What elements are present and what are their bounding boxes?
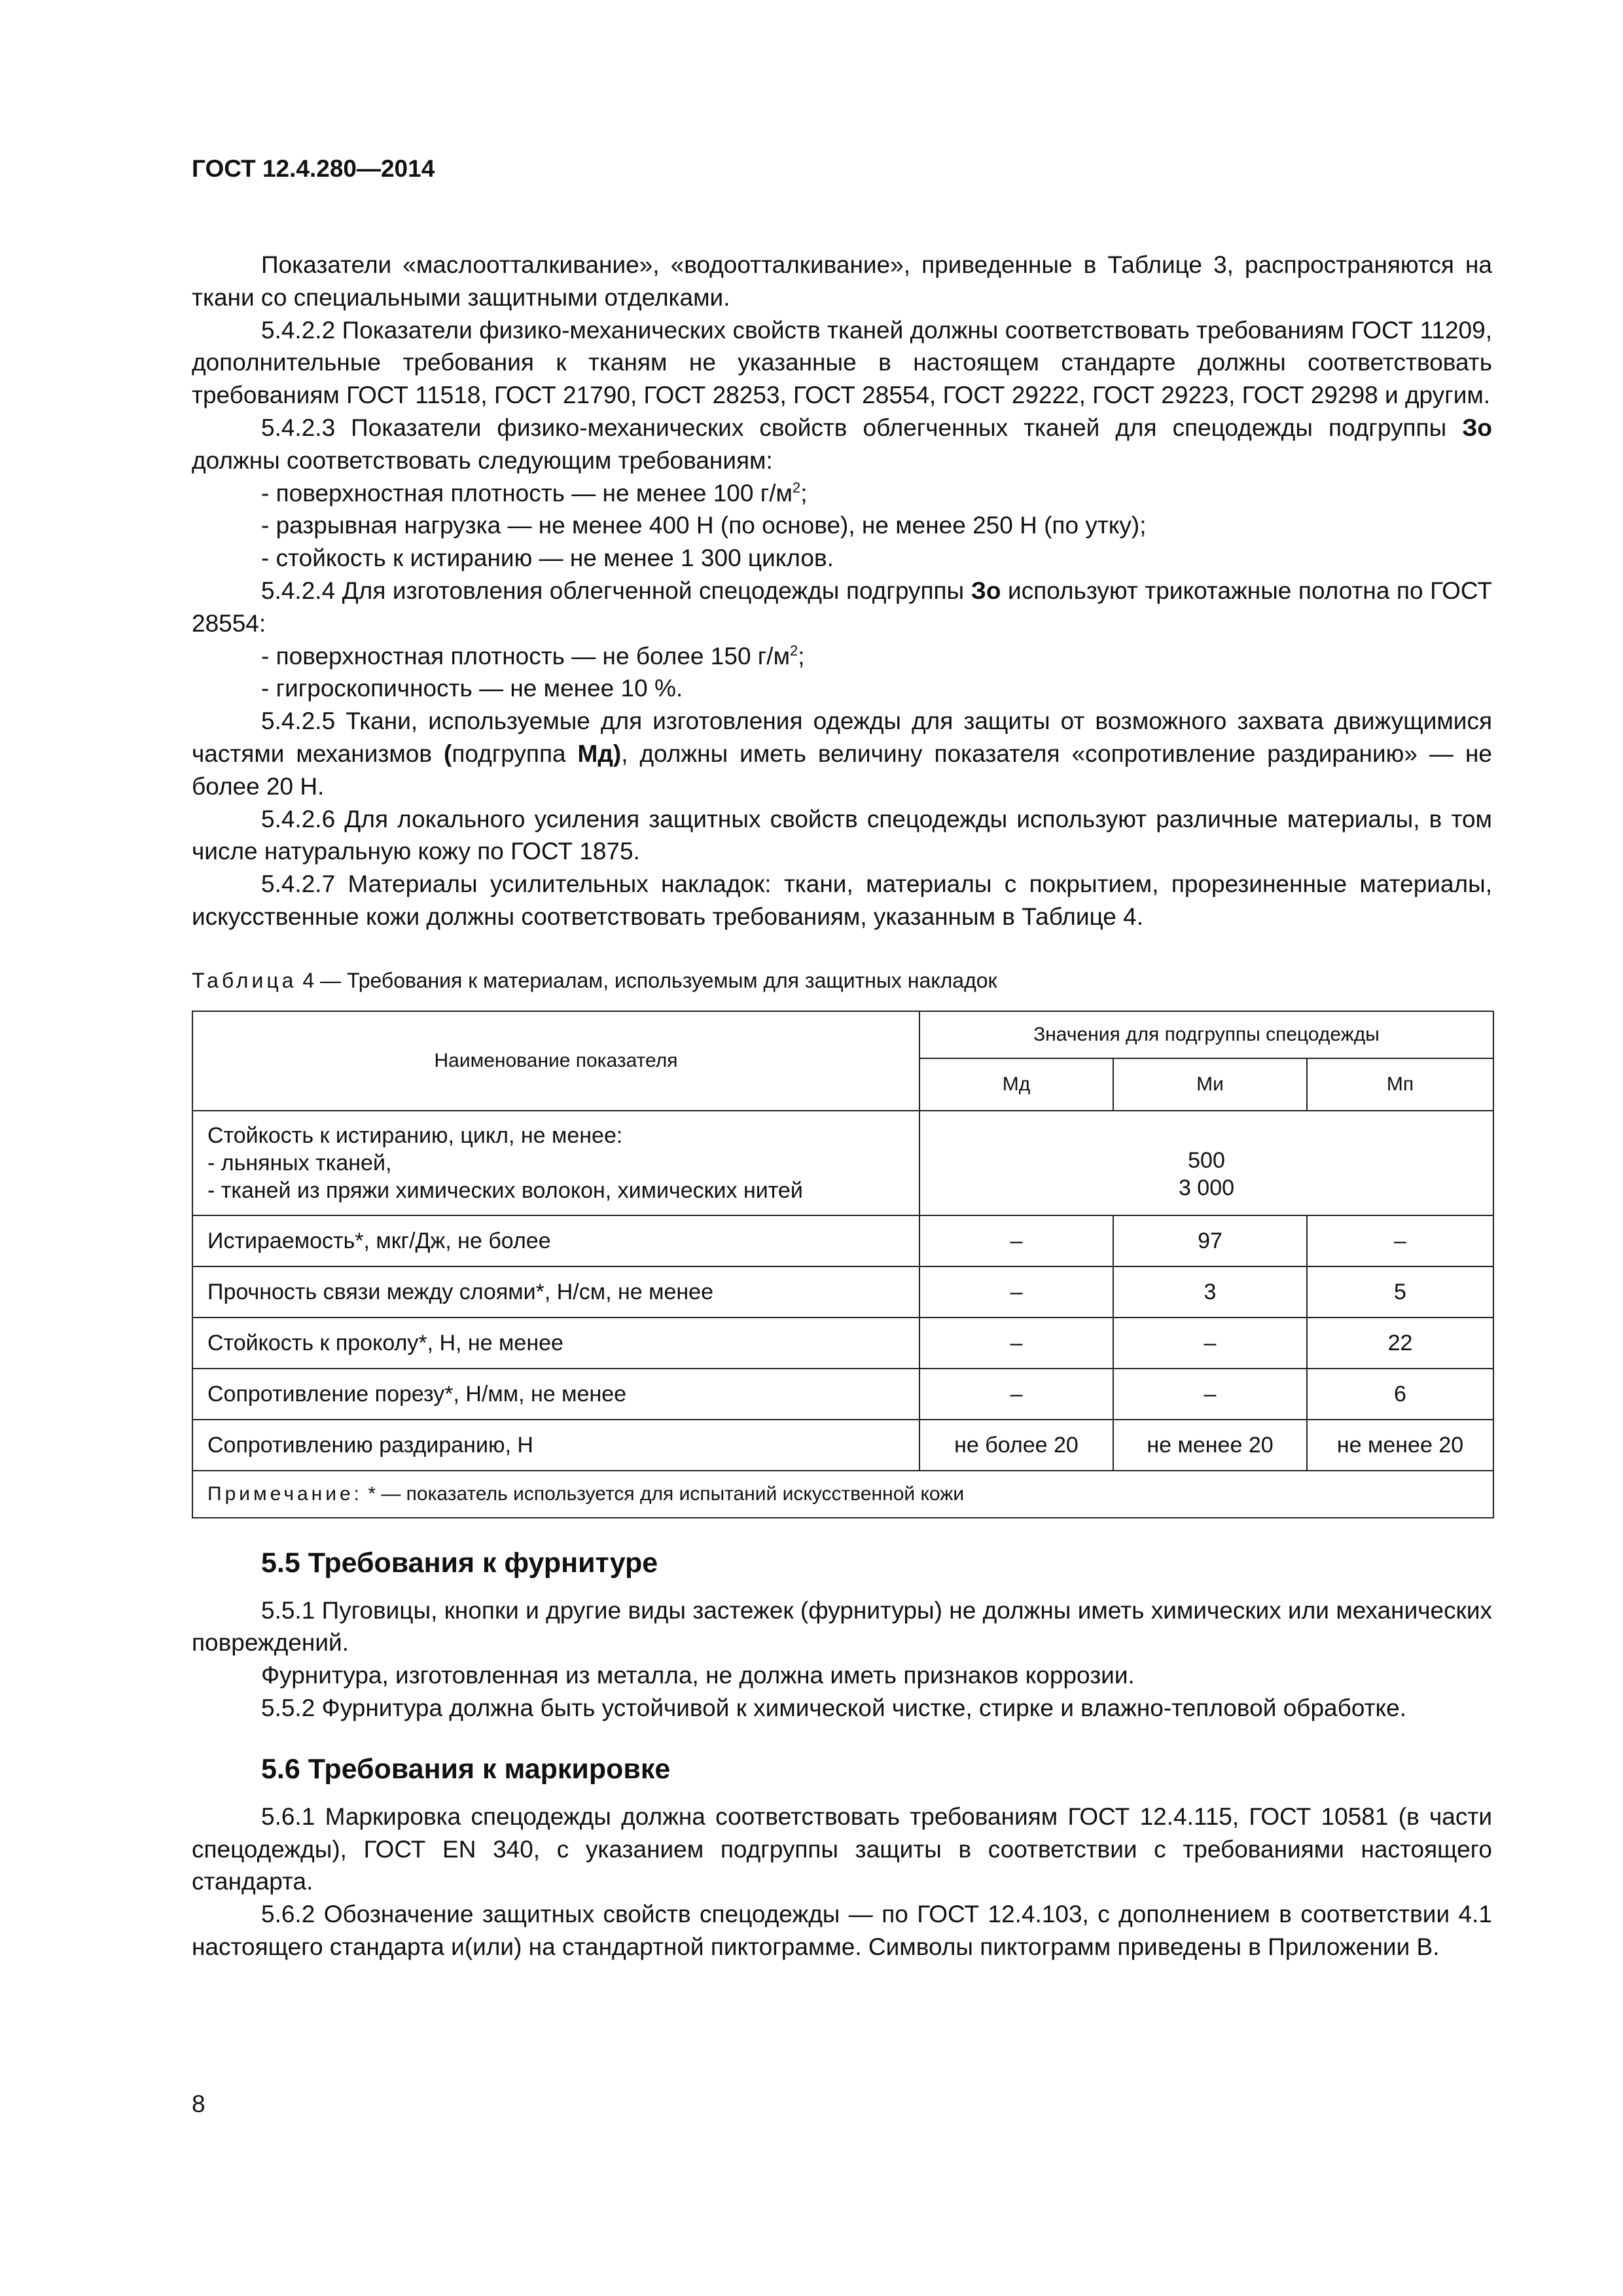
row-name: Истираемость*, мкг/Дж, не более bbox=[192, 1215, 919, 1266]
requirement-item: - разрывная нагрузка — не менее 400 Н (по основе), не менее 250 Н (по утку); bbox=[261, 512, 1147, 539]
table-row bbox=[192, 1111, 1493, 1215]
text: ; bbox=[798, 642, 805, 670]
paragraph-5-4-2-5 bbox=[192, 705, 1492, 802]
paragraph-5-4-2-2: 5.4.2.2 Показатели физико-механических свойств тканей должны соответствовать требованиям ГОСТ 11209, дополнительные требования к тканям не указанные в настоящем стандарте должны соответствовать требованиям ГОСТ 11518, ГОСТ 21790, ГОСТ 28253, ГОСТ 28554, ГОСТ 29222, ГОСТ 29223, ГОСТ 29298 и другим. bbox=[192, 316, 1492, 409]
table-row bbox=[192, 1318, 1493, 1369]
header-subgroup-mp: Мп bbox=[1307, 1058, 1493, 1111]
row-line: - тканей из пряжи химических волокон, химических нитей bbox=[207, 1177, 803, 1203]
requirement-item bbox=[192, 477, 1492, 510]
cell-mi: 97 bbox=[1113, 1215, 1307, 1266]
page-number: 8 bbox=[192, 2090, 205, 2117]
cell-mp: не менее 20 bbox=[1307, 1420, 1493, 1471]
text: должны соответствовать следующим требованиям: bbox=[192, 446, 773, 474]
cell-mi: – bbox=[1113, 1318, 1307, 1369]
row-line: - льняных тканей, bbox=[207, 1150, 392, 1175]
paragraph-5-4-2-6: 5.4.2.6 Для локального усиления защитных свойств спецодежды используют различные материалы, в том числе натуральную кожу по ГОСТ 1875. bbox=[192, 805, 1492, 865]
text: 5.4.2.4 Для изготовления облегченной спецодежды подгруппы bbox=[261, 577, 971, 604]
text: подгруппа bbox=[452, 740, 578, 767]
paragraph-corrosion: Фурнитура, изготовленная из металла, не должна иметь признаков коррозии. bbox=[261, 1662, 1135, 1689]
paragraph-5-5-2: 5.5.2 Фурнитура должна быть устойчивой к химической чистке, стирке и влажно-тепловой обработке. bbox=[261, 1694, 1406, 1721]
section-title-5-6: 5.6 Требования к маркировке bbox=[261, 1753, 671, 1785]
text: ; bbox=[800, 479, 808, 507]
table-row bbox=[192, 1215, 1493, 1266]
text: 5.4.2.3 Показатели физико-механических свойств облегченных тканей для спецодежды подгруппы bbox=[261, 414, 1463, 441]
page-body bbox=[192, 249, 1492, 1964]
cell-mp: 22 bbox=[1307, 1318, 1493, 1369]
paragraph-5-4-2-7: 5.4.2.7 Материалы усилительных накладок: ткани, материалы с покрытием, прорезиненные материалы, искусственные кожи должны соответствовать требованиям, указанным в Таблице 4. bbox=[192, 870, 1492, 930]
caption-text: 4 — Требования к материалам, используемым для защитных накладок bbox=[296, 968, 997, 992]
subgroup-code: Зо bbox=[971, 577, 1001, 604]
row-name: Сопротивлению раздиранию, Н bbox=[192, 1420, 919, 1471]
cell-mi: 3 bbox=[1113, 1266, 1307, 1318]
value-line: 500 bbox=[1188, 1148, 1225, 1174]
value-line: 3 000 bbox=[1178, 1175, 1235, 1201]
subgroup-code: Мд) bbox=[577, 740, 622, 767]
row-name bbox=[192, 1111, 919, 1215]
paragraph-5-6-1: 5.6.1 Маркировка спецодежды должна соответствовать требованиям ГОСТ 12.4.115, ГОСТ 10581 (в части спецодежды), ГОСТ EN 340, с указанием подгруппы защиты в соответствии с требованиями настоящего стандарта. bbox=[192, 1803, 1492, 1895]
header-subgroup-mi: Ми bbox=[1113, 1058, 1307, 1111]
superscript: 2 bbox=[790, 642, 798, 659]
cell-mi: – bbox=[1113, 1369, 1307, 1420]
requirement-item: - стойкость к истиранию — не менее 1 300 циклов. bbox=[261, 545, 834, 572]
row-line: Стойкость к истиранию, цикл, не менее: bbox=[207, 1122, 623, 1148]
table-caption bbox=[192, 965, 1492, 997]
cell-mp: 6 bbox=[1307, 1369, 1493, 1420]
cell-md: не более 20 bbox=[919, 1420, 1113, 1471]
cell-md: – bbox=[919, 1369, 1113, 1420]
cell-md: – bbox=[919, 1318, 1113, 1369]
paragraph-5-4-2-4 bbox=[192, 575, 1492, 640]
table-4 bbox=[192, 1011, 1494, 1518]
text: 5.4.2.5 Ткани, используемые для изготовления одежды для защиты от возможного захвата движущимися частями механизмов bbox=[192, 708, 1492, 767]
requirement-item: - гигроскопичность — не менее 10 %. bbox=[261, 675, 683, 702]
cell-md: – bbox=[919, 1215, 1113, 1266]
table-row bbox=[192, 1369, 1493, 1420]
text: - поверхностная плотность — не менее 100 г/м bbox=[261, 479, 793, 507]
table-row bbox=[192, 1420, 1493, 1471]
text: используют трикотажные полотна по ГОСТ 28554: bbox=[192, 577, 1492, 637]
paragraph-5-4-2-3 bbox=[192, 412, 1492, 477]
header-subgroup-md: Мд bbox=[919, 1058, 1113, 1111]
section-title-5-5: 5.5 Требования к фурнитуре bbox=[261, 1547, 658, 1579]
cell-mp: 5 bbox=[1307, 1266, 1493, 1318]
note-word: Примечание: bbox=[207, 1482, 363, 1505]
header-indicator-name: Наименование показателя bbox=[192, 1011, 919, 1111]
note-text: * — показатель используется для испытаний искусственной кожи bbox=[362, 1482, 965, 1505]
subgroup-code: Зо bbox=[1462, 414, 1492, 441]
cell-mi: не менее 20 bbox=[1113, 1420, 1307, 1471]
row-value bbox=[919, 1111, 1493, 1215]
bracket: ( bbox=[444, 740, 452, 767]
text: , должны иметь величину показателя «сопротивление раздиранию» — не более 20 Н. bbox=[192, 740, 1492, 800]
requirement-item bbox=[192, 640, 1492, 673]
document-header: ГОСТ 12.4.280—2014 bbox=[192, 155, 435, 182]
text: - поверхностная плотность — не более 150 г/м bbox=[261, 642, 791, 670]
row-name: Сопротивление порезу*, Н/мм, не менее bbox=[192, 1369, 919, 1420]
row-name: Стойкость к проколу*, Н, не менее bbox=[192, 1318, 919, 1369]
table-note bbox=[192, 1471, 1493, 1518]
caption-word: Таблица bbox=[192, 968, 297, 992]
row-name: Прочность связи между слоями*, Н/см, не менее bbox=[192, 1266, 919, 1318]
superscript: 2 bbox=[792, 479, 801, 496]
paragraph-oil-water-repellency: Показатели «маслоотталкивание», «водоотталкивание», приведенные в Таблице 3, распространяются на ткани со специальными защитными отделками. bbox=[192, 251, 1492, 311]
cell-mp: – bbox=[1307, 1215, 1493, 1266]
cell-md: – bbox=[919, 1266, 1113, 1318]
table-row bbox=[192, 1266, 1493, 1318]
paragraph-5-5-1: 5.5.1 Пуговицы, кнопки и другие виды застежек (фурнитуры) не должны иметь химических или механических повреждений. bbox=[192, 1596, 1492, 1657]
header-value-group: Значения для подгруппы спецодежды bbox=[919, 1011, 1493, 1058]
paragraph-5-6-2: 5.6.2 Обозначение защитных свойств спецодежды — по ГОСТ 12.4.103, с дополнением в соответствии 4.1 настоящего стандарта и(или) на стандартной пиктограмме. Символы пиктограмм приведены в Приложении В. bbox=[192, 1901, 1492, 1960]
